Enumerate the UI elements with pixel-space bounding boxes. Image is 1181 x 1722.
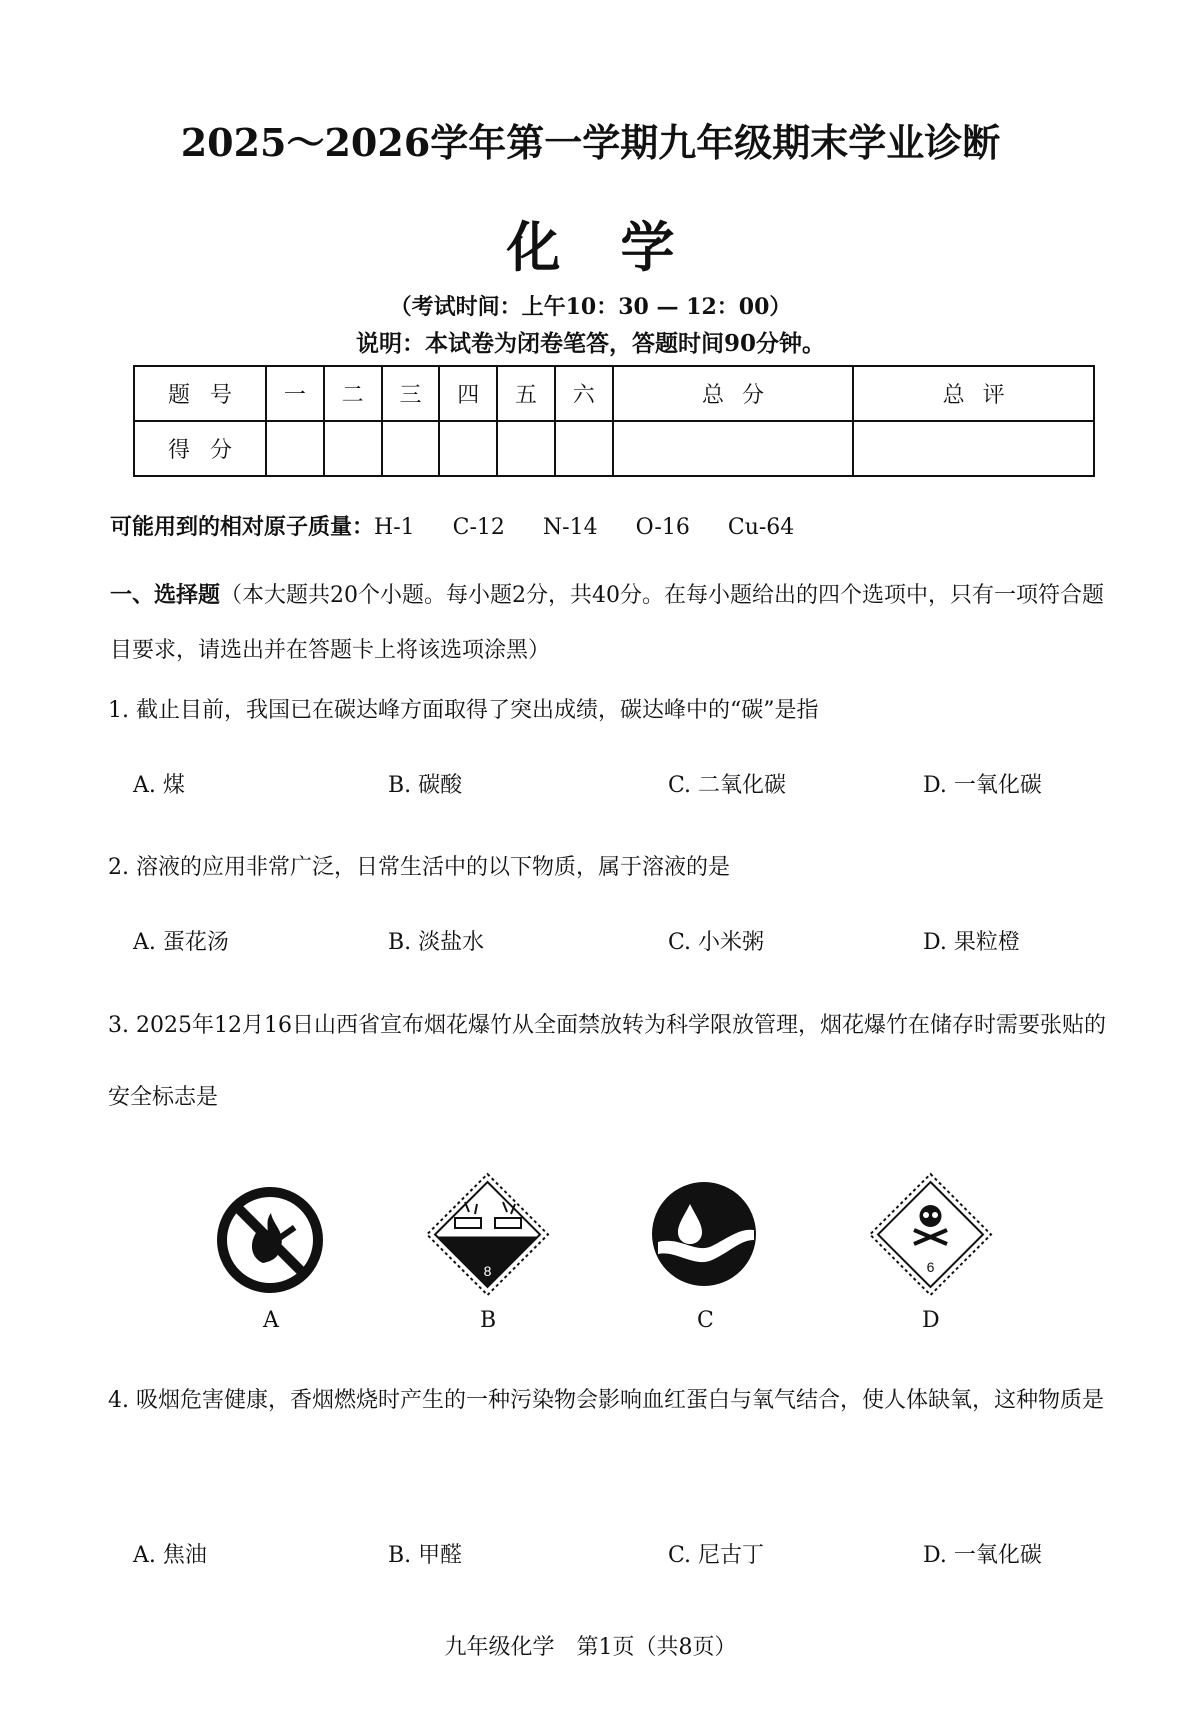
subject-title: 化学 (506, 215, 735, 279)
exam-title: 2025～2026学年第一学期九年级期末学业诊断 (180, 120, 1001, 165)
atomic-mass-value: C-12 (452, 515, 505, 540)
question-2: 2. 溶液的应用非常广泛，日常生活中的以下物质，属于溶液的是 (108, 855, 730, 880)
score-cell (439, 421, 497, 476)
exam-note: 说明：本试卷为闭卷笔答，答题时间90分钟。 (355, 330, 825, 357)
sign-label-a: A (263, 1308, 279, 1333)
score-table-col: 三 (382, 366, 440, 421)
sign-label-c: C (697, 1308, 714, 1333)
sign-label-d: D (922, 1308, 940, 1333)
option-a: A. 焦油 (133, 1543, 207, 1568)
section-1-title: 一、选择题 (110, 582, 221, 608)
sign-number: 8 (483, 1263, 492, 1279)
option-a: A. 煤 (133, 773, 185, 798)
score-table-col: 二 (324, 366, 382, 421)
score-table-col: 四 (439, 366, 497, 421)
score-table-header-row (134, 366, 1094, 421)
toxic-sign-icon (868, 1172, 993, 1297)
question-1: 1. 截止目前，我国已在碳达峰方面取得了突出成绩，碳达峰中的“碳”是指 (108, 698, 819, 723)
section-1-heading (110, 568, 1110, 678)
no-fire-sign-icon (215, 1185, 325, 1295)
score-table-col: 一 (266, 366, 324, 421)
option-d: D. 一氧化碳 (923, 1543, 1042, 1568)
question-3-text: 3. 2025年12月16日山西省宣布烟花爆竹从全面禁放转为科学限放管理，烟花爆竹在储存时需要张贴的安全标志是 (108, 1013, 1106, 1110)
atomic-mass-value: O-16 (635, 515, 690, 540)
score-cell (555, 421, 613, 476)
score-cell (266, 421, 324, 476)
option-b: B. 淡盐水 (388, 930, 485, 955)
water-reactive-sign-icon (650, 1180, 758, 1288)
question-1-options (133, 768, 1113, 798)
score-cell (497, 421, 555, 476)
score-cell (382, 421, 440, 476)
atomic-mass-value: H-1 (374, 515, 415, 540)
atomic-mass-line (110, 510, 832, 541)
option-b: B. 甲醛 (388, 1543, 463, 1568)
score-table-row-head: 题号 (134, 366, 266, 421)
page-footer: 九年级化学 第1页（共8页） (444, 1635, 737, 1660)
score-cell (324, 421, 382, 476)
score-cell (613, 421, 854, 476)
option-d: D. 一氧化碳 (923, 773, 1042, 798)
score-table-col: 六 (555, 366, 613, 421)
section-1-desc: （本大题共20个小题。每小题2分，共40分。在每小题给出的四个选项中，只有一项符合题目要求，请选出并在答题卡上将该选项涂黑） (110, 583, 1105, 663)
question-4: 4. 吸烟危害健康，香烟燃烧时产生的一种污染物会影响血红蛋白与氧气结合，使人体缺氧，这种物质是 (108, 1388, 1104, 1413)
option-c: C. 尼古丁 (668, 1543, 765, 1568)
option-d: D. 果粒橙 (923, 930, 1020, 955)
option-c: C. 小米粥 (668, 930, 765, 955)
score-table-score-row (134, 421, 1094, 476)
atomic-mass-label: 可能用到的相对原子质量： (110, 514, 375, 540)
corrosive-sign-icon (425, 1172, 550, 1297)
exam-time: （考试时间：上午10：30 — 12：00） (389, 294, 792, 320)
option-b: B. 碳酸 (388, 773, 463, 798)
score-cell (853, 421, 1094, 476)
sign-label-b: B (480, 1308, 497, 1333)
score-table-col: 五 (497, 366, 555, 421)
option-a: A. 蛋花汤 (133, 930, 229, 955)
score-table-row-head: 得分 (134, 421, 266, 476)
score-table-col: 总分 (613, 366, 854, 421)
option-c: C. 二氧化碳 (668, 773, 787, 798)
atomic-mass-value: N-14 (542, 515, 598, 540)
atomic-mass-value: Cu-64 (727, 515, 795, 540)
question-4-options (133, 1538, 1113, 1568)
score-table (133, 365, 1095, 477)
question-3 (108, 990, 1118, 1134)
score-table-col: 总评 (853, 366, 1094, 421)
question-2-options (133, 925, 1113, 955)
sign-number: 6 (926, 1259, 935, 1275)
